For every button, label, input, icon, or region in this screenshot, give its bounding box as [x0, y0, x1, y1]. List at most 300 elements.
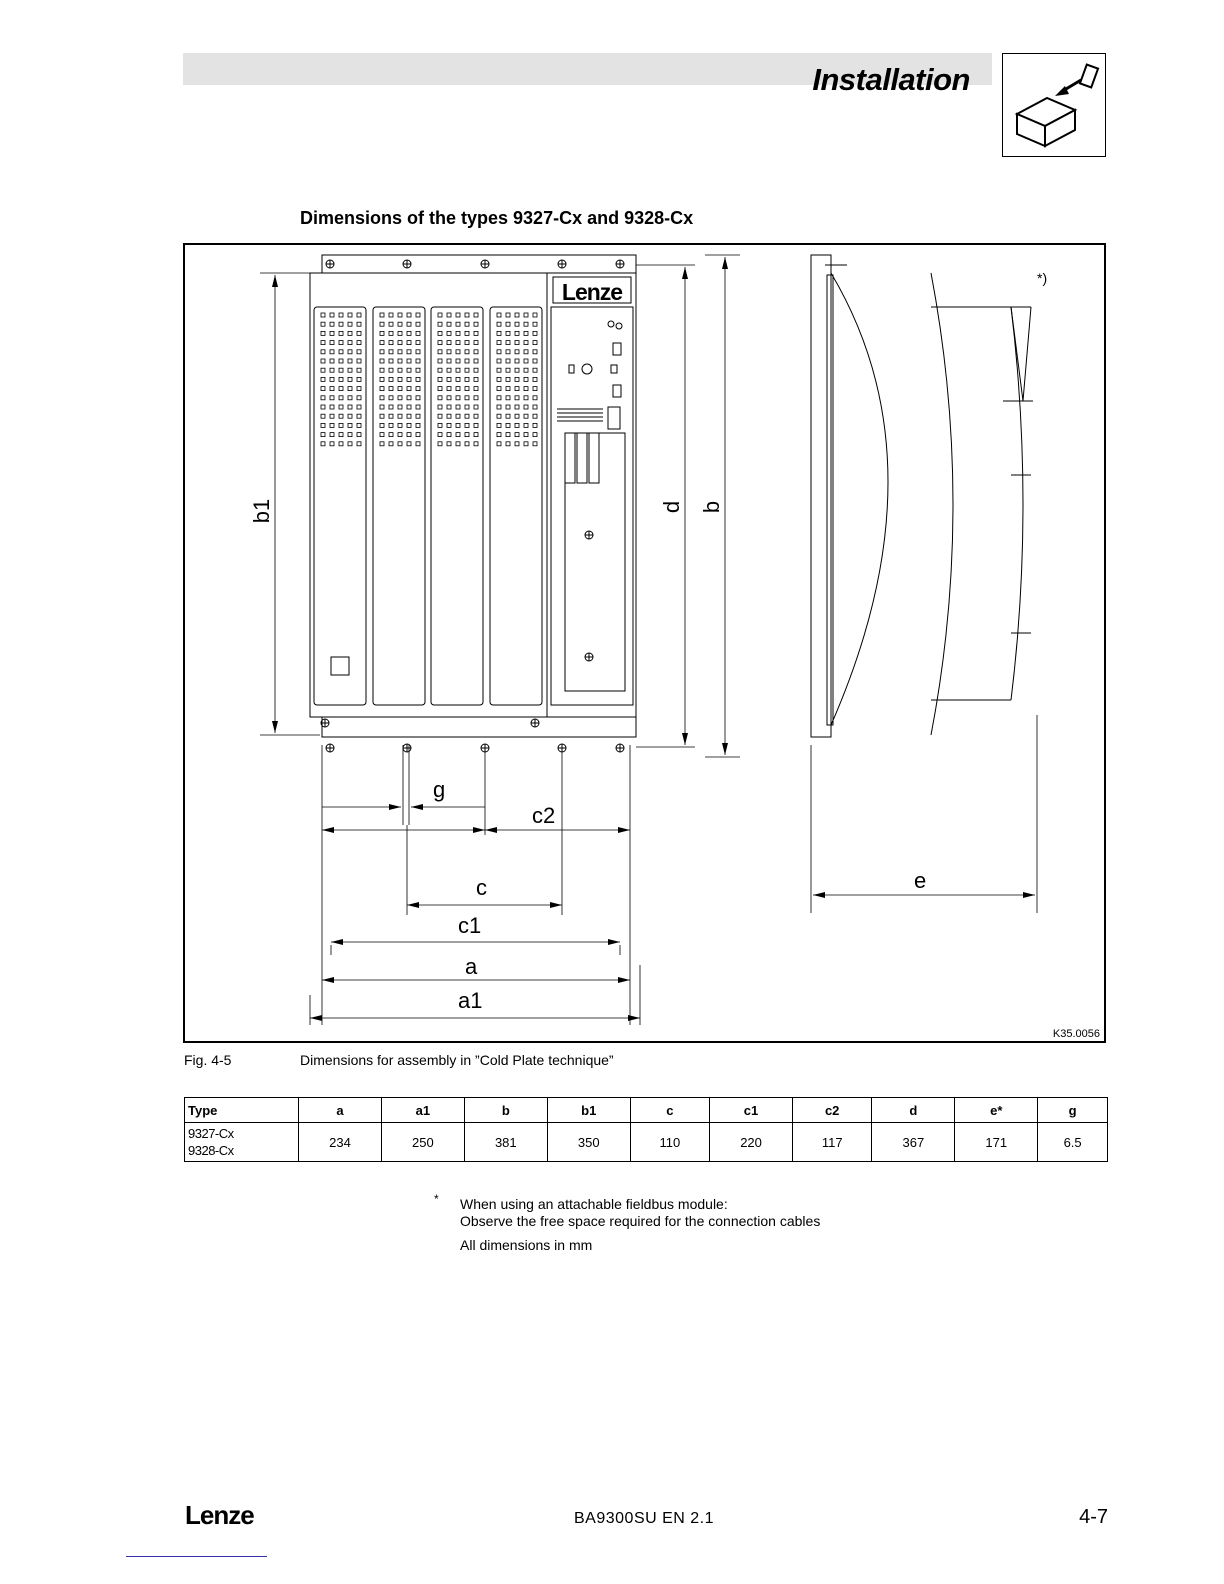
vent-hole [447, 368, 451, 372]
header-cell: g [1038, 1098, 1108, 1123]
vent-hole [389, 414, 393, 418]
vent-hole [398, 433, 402, 437]
vent-hole [330, 423, 334, 427]
vent-hole [474, 368, 478, 372]
vent-hole [456, 423, 460, 427]
vent-hole [456, 442, 460, 446]
vent-hole [465, 423, 469, 427]
vent-hole [321, 313, 325, 317]
vent-hole [465, 313, 469, 317]
vent-hole [447, 350, 451, 354]
vent-hole [438, 359, 442, 363]
type-line: 9327-Cx [188, 1126, 234, 1141]
vent-hole [533, 341, 537, 345]
vent-hole [407, 442, 411, 446]
vent-hole [339, 433, 343, 437]
vent-grid [321, 313, 537, 446]
vent-hole [389, 331, 393, 335]
vent-hole [524, 341, 528, 345]
brand-label: Lenze [561, 279, 623, 305]
vent-hole [357, 405, 361, 409]
vent-hole [380, 405, 384, 409]
vent-hole [447, 359, 451, 363]
vent-hole [398, 341, 402, 345]
vent-hole [339, 350, 343, 354]
vent-hole [380, 442, 384, 446]
label-c1: c1 [458, 913, 482, 938]
vent-hole [497, 368, 501, 372]
vent-hole [389, 341, 393, 345]
vent-hole [497, 341, 501, 345]
header-cell: c [630, 1098, 709, 1123]
footer-logo: Lenze [185, 1500, 254, 1530]
vent-hole [348, 313, 352, 317]
vent-hole [321, 405, 325, 409]
vent-hole [524, 331, 528, 335]
vent-hole [465, 341, 469, 345]
vent-hole [380, 368, 384, 372]
vent-hole [380, 331, 384, 335]
vent-hole [389, 433, 393, 437]
vent-hole [398, 442, 402, 446]
footnote-line: When using an attachable fieldbus module: [460, 1196, 728, 1212]
vent-hole [524, 350, 528, 354]
header-cell: a1 [381, 1098, 464, 1123]
vent-hole [533, 313, 537, 317]
vent-hole [524, 322, 528, 326]
vent-hole [465, 442, 469, 446]
vent-hole [407, 387, 411, 391]
value-cell: 367 [872, 1123, 955, 1162]
value-cell: 6.5 [1038, 1123, 1108, 1162]
vent-hole [339, 414, 343, 418]
vent-hole [456, 368, 460, 372]
vent-hole [357, 368, 361, 372]
vent-hole [465, 377, 469, 381]
vent-hole [339, 377, 343, 381]
vent-hole [339, 405, 343, 409]
vent-hole [330, 405, 334, 409]
vent-hole [533, 368, 537, 372]
vent-hole [438, 405, 442, 409]
vent-hole [506, 414, 510, 418]
vent-hole [515, 313, 519, 317]
vent-hole [533, 359, 537, 363]
vent-hole [348, 350, 352, 354]
vent-hole [398, 423, 402, 427]
dimension-arrows [272, 257, 1035, 1021]
value-cell: 171 [955, 1123, 1038, 1162]
vent-hole [524, 368, 528, 372]
vent-hole [497, 377, 501, 381]
vent-hole [515, 322, 519, 326]
vent-hole [438, 341, 442, 345]
footer-rule [126, 1556, 267, 1557]
vent-hole [348, 442, 352, 446]
vent-hole [398, 322, 402, 326]
header-cell: b1 [547, 1098, 630, 1123]
label-b1: b1 [249, 498, 274, 524]
vent-hole [515, 341, 519, 345]
vent-hole [416, 313, 420, 317]
vent-hole [321, 433, 325, 437]
vent-hole [438, 368, 442, 372]
vent-hole [438, 433, 442, 437]
vent-hole [497, 396, 501, 400]
figure-heading: Dimensions of the types 9327-Cx and 9328-Cx [300, 208, 694, 228]
vent-hole [398, 377, 402, 381]
header-cell: c2 [793, 1098, 872, 1123]
vent-hole [330, 359, 334, 363]
vent-hole [497, 433, 501, 437]
vent-hole [348, 359, 352, 363]
vent-hole [456, 414, 460, 418]
vent-hole [380, 313, 384, 317]
vent-hole [398, 368, 402, 372]
vent-hole [348, 387, 352, 391]
vent-hole [524, 377, 528, 381]
vent-hole [438, 387, 442, 391]
footnote-line: Observe the free space required for the connection cables [460, 1213, 821, 1229]
vent-hole [398, 313, 402, 317]
vent-hole [474, 387, 478, 391]
vent-hole [456, 433, 460, 437]
value-cell: 220 [710, 1123, 793, 1162]
vent-hole [357, 359, 361, 363]
vent-hole [339, 396, 343, 400]
value-cell: 117 [793, 1123, 872, 1162]
vent-hole [524, 433, 528, 437]
label-a: a [465, 954, 478, 979]
type-cell [185, 1123, 299, 1162]
vent-hole [339, 359, 343, 363]
vent-hole [357, 331, 361, 335]
vent-hole [465, 414, 469, 418]
vent-hole [407, 414, 411, 418]
vent-hole [524, 405, 528, 409]
vent-hole [447, 341, 451, 345]
vent-hole [515, 423, 519, 427]
vent-hole [330, 350, 334, 354]
vent-hole [321, 322, 325, 326]
vent-hole [474, 442, 478, 446]
vent-hole [416, 433, 420, 437]
vent-hole [330, 313, 334, 317]
vent-hole [497, 387, 501, 391]
vent-hole [447, 414, 451, 418]
vent-hole [497, 359, 501, 363]
vent-hole [465, 387, 469, 391]
vent-hole [474, 405, 478, 409]
vent-hole [506, 331, 510, 335]
header-cell: a [299, 1098, 382, 1123]
vent-hole [506, 350, 510, 354]
vent-hole [456, 405, 460, 409]
vent-hole [330, 442, 334, 446]
vent-hole [416, 368, 420, 372]
vent-hole [321, 442, 325, 446]
vent-hole [321, 377, 325, 381]
vent-hole [389, 405, 393, 409]
vent-hole [438, 377, 442, 381]
vent-hole [438, 313, 442, 317]
vent-hole [339, 331, 343, 335]
vent-hole [506, 387, 510, 391]
vent-hole [330, 368, 334, 372]
vent-hole [348, 433, 352, 437]
vent-hole [447, 322, 451, 326]
vent-hole [380, 341, 384, 345]
vent-hole [474, 350, 478, 354]
footnote-star: * [434, 1192, 439, 1206]
vent-hole [456, 313, 460, 317]
vent-hole [506, 423, 510, 427]
vent-hole [416, 414, 420, 418]
vent-hole [447, 405, 451, 409]
vent-hole [330, 387, 334, 391]
vent-hole [389, 387, 393, 391]
vent-hole [416, 341, 420, 345]
vent-hole [515, 396, 519, 400]
vent-hole [456, 331, 460, 335]
vent-hole [533, 405, 537, 409]
vent-hole [407, 368, 411, 372]
vent-hole [407, 396, 411, 400]
vent-hole [533, 442, 537, 446]
vent-hole [380, 423, 384, 427]
vent-hole [474, 341, 478, 345]
vent-hole [447, 396, 451, 400]
vent-hole [447, 423, 451, 427]
vent-hole [389, 377, 393, 381]
vent-hole [416, 423, 420, 427]
dimension-labels [249, 499, 926, 1013]
label-b: b [699, 500, 724, 514]
vent-hole [533, 350, 537, 354]
vent-hole [389, 396, 393, 400]
vent-hole [456, 359, 460, 363]
vent-hole [497, 350, 501, 354]
dimension-drawing [183, 243, 1106, 1043]
vent-hole [506, 368, 510, 372]
vent-hole [474, 414, 478, 418]
vent-hole [407, 433, 411, 437]
vent-hole [515, 442, 519, 446]
vent-hole [321, 396, 325, 400]
vent-hole [465, 322, 469, 326]
vent-hole [380, 322, 384, 326]
vent-hole [357, 387, 361, 391]
vent-hole [533, 433, 537, 437]
vent-hole [321, 359, 325, 363]
section-title: Installation [812, 62, 970, 97]
vent-hole [416, 405, 420, 409]
vent-hole [407, 423, 411, 427]
vent-hole [380, 350, 384, 354]
footer-doc-id: BA9300SU EN 2.1 [574, 1510, 715, 1527]
label-c2: c2 [532, 803, 556, 828]
vent-hole [465, 331, 469, 335]
vent-hole [506, 396, 510, 400]
vent-hole [321, 341, 325, 345]
value-cell: 110 [630, 1123, 709, 1162]
vent-hole [380, 377, 384, 381]
vent-hole [339, 368, 343, 372]
footnote-marker: *) [1037, 270, 1048, 286]
vent-hole [515, 387, 519, 391]
vent-hole [339, 442, 343, 446]
vent-hole [456, 322, 460, 326]
vent-hole [330, 396, 334, 400]
value-cell: 234 [299, 1123, 382, 1162]
vent-hole [330, 377, 334, 381]
vent-hole [357, 322, 361, 326]
vent-hole [456, 387, 460, 391]
vent-hole [447, 377, 451, 381]
vent-hole [524, 359, 528, 363]
vent-hole [348, 331, 352, 335]
vent-hole [524, 387, 528, 391]
vent-hole [416, 322, 420, 326]
vent-hole [330, 331, 334, 335]
vent-hole [389, 442, 393, 446]
label-g: g [433, 777, 446, 802]
vent-hole [321, 423, 325, 427]
vent-hole [515, 331, 519, 335]
front-view [310, 255, 636, 737]
vent-hole [515, 377, 519, 381]
vent-hole [524, 442, 528, 446]
table-row [185, 1123, 1108, 1162]
vent-hole [533, 331, 537, 335]
header-cell: c1 [710, 1098, 793, 1123]
vent-hole [321, 350, 325, 354]
vent-hole [438, 396, 442, 400]
label-e: e [914, 868, 927, 893]
vent-hole [339, 423, 343, 427]
side-view [811, 255, 1033, 737]
vent-hole [474, 331, 478, 335]
vent-hole [465, 396, 469, 400]
vent-hole [389, 313, 393, 317]
header-cell: e* [955, 1098, 1038, 1123]
vent-hole [389, 350, 393, 354]
vent-hole [456, 350, 460, 354]
vent-hole [497, 423, 501, 427]
vent-hole [447, 442, 451, 446]
vent-hole [438, 350, 442, 354]
vent-hole [407, 313, 411, 317]
vent-hole [357, 341, 361, 345]
dimensions-table [184, 1097, 1108, 1162]
vent-hole [348, 414, 352, 418]
vent-hole [506, 341, 510, 345]
vent-hole [330, 414, 334, 418]
vent-hole [398, 387, 402, 391]
vent-hole [330, 341, 334, 345]
vent-hole [474, 433, 478, 437]
vent-hole [407, 350, 411, 354]
vent-hole [407, 359, 411, 363]
vent-hole [398, 331, 402, 335]
vent-hole [380, 414, 384, 418]
vent-hole [506, 359, 510, 363]
vent-hole [497, 405, 501, 409]
vent-hole [348, 423, 352, 427]
vent-hole [339, 341, 343, 345]
figure-number: Fig. 4-5 [184, 1052, 232, 1068]
header-cell: Type [185, 1098, 299, 1123]
vent-hole [348, 368, 352, 372]
vent-hole [515, 433, 519, 437]
label-a1: a1 [458, 988, 483, 1013]
vent-hole [339, 387, 343, 391]
vent-hole [416, 377, 420, 381]
units-note: All dimensions in mm [460, 1237, 593, 1253]
vent-hole [524, 396, 528, 400]
vent-hole [465, 368, 469, 372]
vent-hole [416, 350, 420, 354]
vent-hole [389, 368, 393, 372]
vent-hole [321, 414, 325, 418]
vent-hole [474, 322, 478, 326]
vent-hole [533, 396, 537, 400]
drawing-code: K35.0056 [1052, 1028, 1100, 1040]
vent-hole [348, 405, 352, 409]
installation-box-icon [1002, 53, 1106, 157]
vent-hole [533, 387, 537, 391]
vent-hole [407, 331, 411, 335]
vent-hole [533, 377, 537, 381]
vent-hole [348, 396, 352, 400]
vent-hole [497, 313, 501, 317]
vent-hole [447, 387, 451, 391]
vent-hole [357, 396, 361, 400]
vent-hole [321, 387, 325, 391]
vent-hole [416, 331, 420, 335]
vent-hole [506, 405, 510, 409]
vent-hole [321, 331, 325, 335]
vent-hole [515, 368, 519, 372]
vent-hole [465, 359, 469, 363]
vent-hole [398, 405, 402, 409]
vent-hole [416, 359, 420, 363]
vent-hole [497, 442, 501, 446]
vent-hole [456, 341, 460, 345]
vent-hole [465, 405, 469, 409]
vent-hole [497, 322, 501, 326]
vent-hole [398, 414, 402, 418]
vent-hole [447, 433, 451, 437]
vent-hole [407, 322, 411, 326]
value-cell: 250 [381, 1123, 464, 1162]
vent-hole [497, 331, 501, 335]
vent-hole [456, 396, 460, 400]
vent-hole [515, 405, 519, 409]
vent-hole [524, 423, 528, 427]
vent-hole [506, 313, 510, 317]
vent-hole [398, 350, 402, 354]
vent-hole [533, 414, 537, 418]
vent-hole [438, 414, 442, 418]
value-cell: 350 [547, 1123, 630, 1162]
vent-hole [389, 423, 393, 427]
vent-hole [416, 396, 420, 400]
vent-hole [389, 322, 393, 326]
vent-hole [515, 359, 519, 363]
vent-hole [357, 433, 361, 437]
vent-hole [416, 387, 420, 391]
